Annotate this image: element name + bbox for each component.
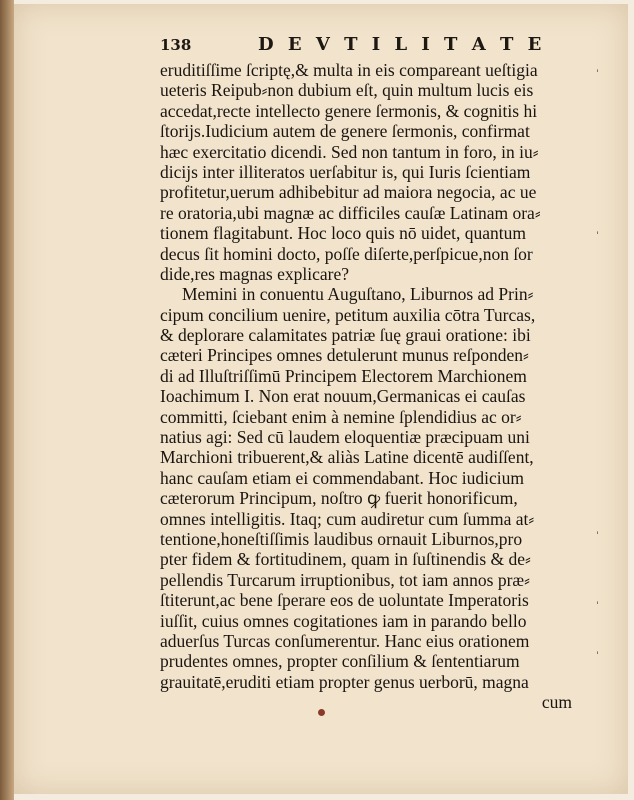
page-number: 138 [160,36,192,54]
text-line: eruditiſſime ſcriptę,& multa in eis compareant ueſtigia [160,60,538,80]
text-line: tionem flagitabunt. Hoc loco quis nō uidet, quantum [160,223,526,244]
text-line: grauitatē,eruditi etiam propter genus uerborū, magna [160,671,529,692]
margin-tick-mark: ˈ [596,530,600,543]
text-line: dicijs inter illiteratos uerſabitur is, qui Iuris ſcientiam [160,161,531,182]
text-line: cæteri Principes omnes detulerunt munus reſponden⸗ [160,345,529,366]
text-line: pter fidem & fortitudinem, quam in ſuſtinendis & de⸗ [160,549,531,570]
margin-tick-mark: ˈ [596,650,600,663]
text-line: Ioachimum I. Non erat nouum,Germanicas ei cauſas [160,386,526,407]
text-line: decus ſit homini docto, poſſe diſerte,perſpicue,non ſor [160,243,533,264]
margin-tick-mark: ˈ [596,230,600,243]
running-title: D E V T I L I T A T E [258,34,546,55]
text-line: ueteris Reipub⸗non dubium eſt, quin multum lucis eis [160,80,534,101]
text-line: re oratoria,ubi magnæ ac difficiles cauſæ Latinam ora⸗ [160,202,541,223]
text-line: natius agi: Sed cū laudem eloquentiæ præcipuam uni [160,427,530,448]
text-line: prudentes omnes, propter conſilium & ſententiarum [160,651,520,672]
text-line: pellendis Turcarum irruptionibus, tot iam annos præ⸗ [160,569,530,590]
text-line: omnes intelligitis. Itaq; cum audiretur cum ſumma at⸗ [160,508,535,529]
body-text [160,60,594,713]
text-line: tentione,honeſtiſſimis laudibus ornauit Liburnos,pro [160,528,523,549]
book-gutter [0,0,14,800]
text-line: dide,res magnas explicare? [160,263,350,284]
text-line: hanc cauſam etiam ei commendabant. Hoc iudicium [160,467,524,488]
catchword: cum [541,692,572,713]
page-header [160,34,560,56]
ornament-dot [318,709,325,716]
text-line: committi, ſciebant enim à nemine ſplendidius ac or⸗ [160,406,522,427]
text-line: ſtorijs.Iudicium autem de genere ſermonis, confirmat [160,121,530,142]
text-line: & deplorare calamitates patriæ ſuę graui oratione: ibi [160,325,531,346]
text-line: Marchioni tribuerent,& aliàs Latine dicentē audiſſent, [160,447,534,468]
margin-tick-mark: ˈ [596,68,600,81]
text-line: accedat,recte intellecto genere ſermonis, & cognitis hi [160,100,538,121]
text-line: iuſſit, cuius omnes cogitationes iam in parando bello [160,610,527,631]
text-line: aduerſus Turcas conſumerentur. Hanc eius orationem [160,630,530,651]
margin-tick-mark: ˈ [596,600,600,613]
text-line: cipum concilium uenire, petitum auxilia cōtra Turcas, [160,304,536,325]
text-line: ſtiterunt,ac bene ſperare eos de uoluntate Imperatoris [160,590,529,611]
text-line: di ad Illuſtriſſimū Principem Electorem Marchionem [160,365,527,386]
paragraph-start-line: Memini in conuentu Auguſtano, Liburnos ad Prin⸗ [182,284,534,305]
text-line: profitetur,uerum adhibebitur ad maiora negocia, ac ue [160,182,537,203]
text-line: cæterorum Principum, noſtro ꝙ fuerit honorificum, [160,488,518,509]
text-line: hæc exercitatio dicendi. Sed non tantum in foro, in iu⸗ [160,141,539,162]
